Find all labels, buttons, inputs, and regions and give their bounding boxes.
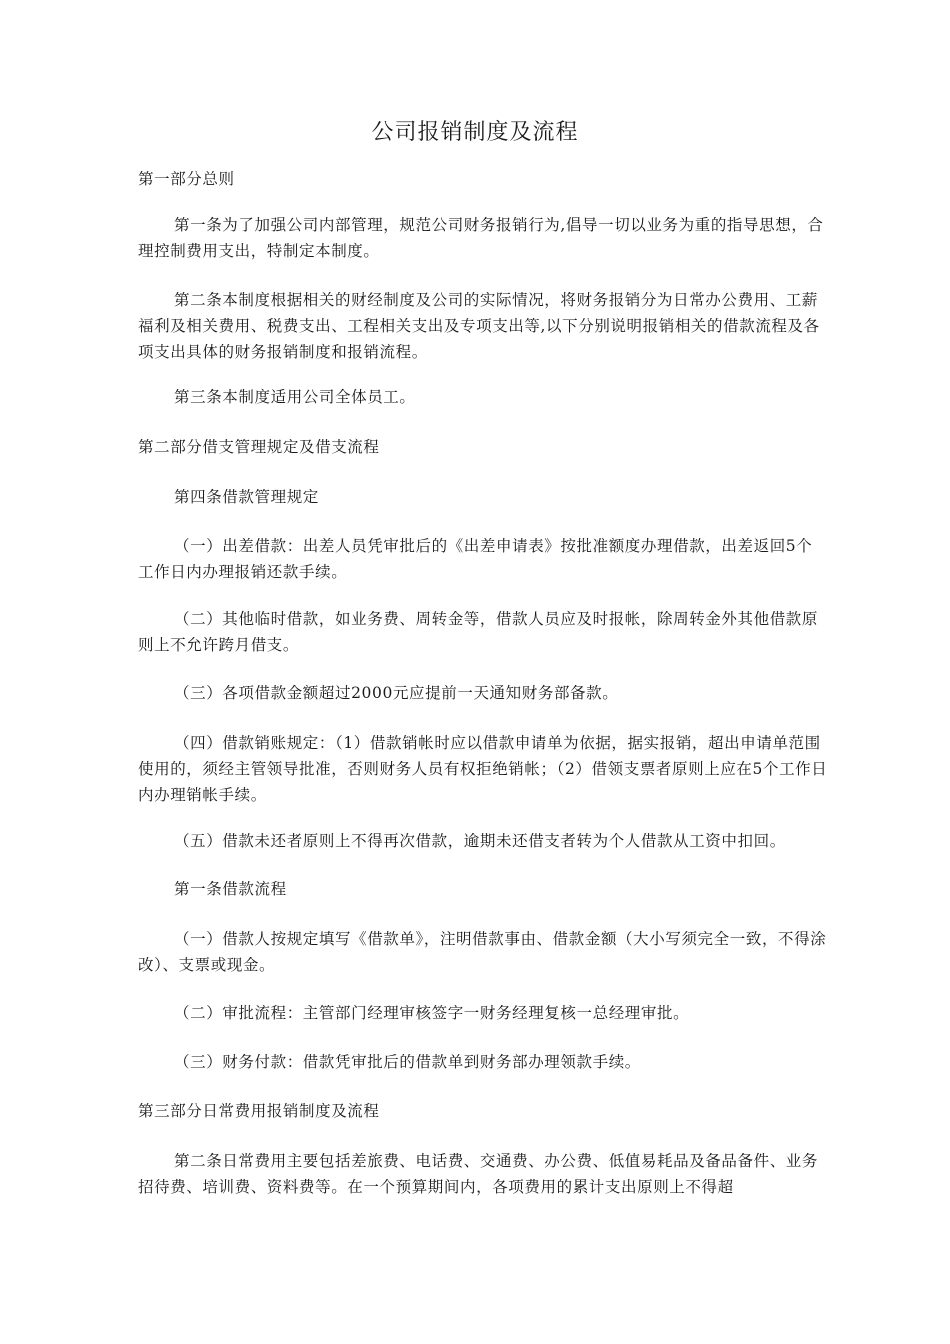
daily-expenses-paragraph: 第二条日常费用主要包括差旅费、电话费、交通费、办公费、低值易耗品及备品备件、业务招待费、培训费、资料费等。在一个预算期间内，各项费用的累计支出原则上不得超	[138, 1152, 819, 1196]
article-2-paragraph: 第二条本制度根据相关的财经制度及公司的实际情况，将财务报销分为日常办公费用、工薪福利及相关费用、税费支出、工程相关支出及专项支出等,以下分别说明报销相关的借款流程及各项支出具体的财务报销制度和报销流程。	[138, 291, 820, 361]
borrowing-process-3: （三）财务付款：借款凭审批后的借款单到财务部办理领款手续。	[174, 1053, 641, 1071]
borrowing-process-1: （一）借款人按规定填写《借款单》，注明借款事由、借款金额（大小写须完全一致，不得涂改）、支票或现金。	[138, 930, 827, 974]
article-1-paragraph: 第一条为了加强公司内部管理，规范公司财务报销行为,倡导一切以业务为重的指导思想，合理控制费用支出，特制定本制度。	[138, 216, 824, 260]
borrowing-rule-3: （三）各项借款金额超过2000元应提前一天通知财务部备款。	[174, 684, 619, 702]
article-3-paragraph: 第三条本制度适用公司全体员工。	[174, 388, 416, 406]
section-heading-daily-expenses: 第三部分日常费用报销制度及流程	[138, 1102, 380, 1120]
borrowing-process-heading: 第一条借款流程	[174, 880, 287, 898]
document-title: 公司报销制度及流程	[371, 120, 579, 145]
borrowing-rule-4: （四）借款销账规定：（1）借款销帐时应以借款申请单为依据，据实报销，超出申请单范围使用的，须经主管领导批准，否则财务人员有权拒绝销帐；（2）借领支票者原则上应在5个工作日内办理销帐手续。	[138, 734, 828, 804]
borrowing-rule-5: （五）借款未还者原则上不得再次借款，逾期未还借支者转为个人借款从工资中扣回。	[174, 832, 786, 850]
borrowing-rule-1: （一）出差借款：出差人员凭审批后的《出差申请表》按批准额度办理借款，出差返回5个工作日内办理报销还款手续。	[138, 537, 813, 581]
section-heading-general: 第一部分总则	[138, 170, 235, 188]
borrowing-rule-2: （二）其他临时借款，如业务费、周转金等，借款人员应及时报帐，除周转金外其他借款原则上不允许跨月借支。	[138, 610, 819, 654]
borrowing-process-2: （二）审批流程：主管部门经理审核签字一财务经理复核一总经理审批。	[174, 1004, 690, 1022]
article-4-heading: 第四条借款管理规定	[174, 488, 319, 506]
section-heading-borrowing: 第二部分借支管理规定及借支流程	[138, 438, 380, 456]
